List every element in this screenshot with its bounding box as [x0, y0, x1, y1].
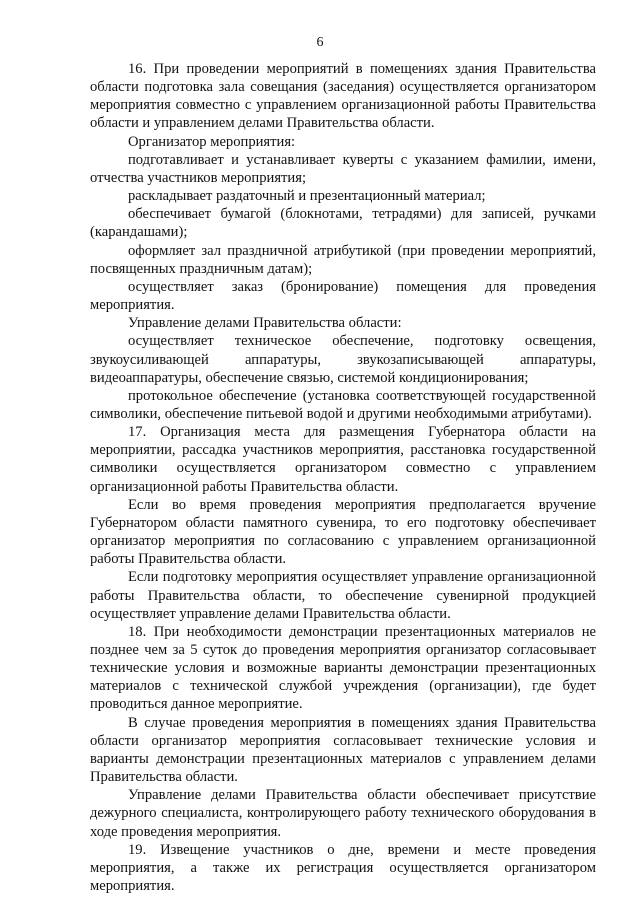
paragraph-18-duty-specialist: Управление делами Правительства области обеспечивает присутствие дежурного специалиста, контролирующего работу технического оборудования в ходе проведения мероприятия. [90, 787, 596, 840]
paragraph-admin-heading: Управление делами Правительства области: [128, 315, 402, 332]
paragraph-organizer-item-4: оформляет зал праздничной атрибутикой (при проведении мероприятий, посвященных праздничным датам); [90, 242, 596, 277]
paragraph-17: 17. Организация места для размещения Губернатора области на мероприятии, рассадка участников мероприятия, расстановка государственной символики осуществляется организатором совместно с управлением организационной работы Правительства области. [90, 424, 596, 495]
paragraph-organizer-heading: Организатор мероприятия: [128, 133, 296, 150]
paragraph-18-government-building: В случае проведения мероприятия в помещениях здания Правительства области организатор мероприятия согласовывает технические условия и варианты демонстрации презентационных материалов с управлением делами Правительства области. [90, 714, 596, 786]
paragraph-organizer-item-5: осуществляет заказ (бронирование) помещения для проведения мероприятия. [90, 278, 596, 314]
paragraph-organizer-item-2: раскладывает раздаточный и презентационный материал; [128, 188, 486, 205]
paragraph-organizer-item-1: подготавливает и устанавливает куверты с указанием фамилии, имени, отчества участников мероприятия; [90, 151, 596, 186]
paragraph-17-souvenir: Если во время проведения мероприятия предполагается вручение Губернатором области памятного сувенира, то его подготовку обеспечивает организатор мероприятия по согласованию с управлением организационной работы Правительства области. [90, 496, 596, 568]
paragraph-admin-item-2: протокольное обеспечение (установка соответствующей государственной символики, обеспечение питьевой водой и другими необходимыми атрибутами). [90, 387, 596, 422]
page-number: 6 [316, 35, 324, 50]
paragraph-admin-item-1: осуществляет техническое обеспечение, подготовку освещения, звукоусиливающей аппаратуры, звукозаписывающей аппаратуры, видеоаппаратуры, обеспечение связью, системой кондиционирования; [90, 333, 596, 386]
paragraph-16: 16. При проведении мероприятий в помещениях здания Правительства области подготовка зала совещания (заседания) осуществляется организатором мероприятия совместно с управлением организационной работы Правительства области и управлением делами Правительства области. [90, 61, 596, 132]
paragraph-17-souvenir-supply: Если подготовку мероприятия осуществляет управление организационной работы Правительства области, то обеспечение сувенирной продукцией осуществляет управление делами Правительства области. [90, 569, 596, 622]
paragraph-organizer-item-3: обеспечивает бумагой (блокнотами, тетрадями) для записей, ручками (карандашами); [90, 206, 596, 241]
paragraph-19: 19. Извещение участников о дне, времени и месте проведения мероприятия, а также их регистрация осуществляется организатором мероприятия. [90, 841, 596, 895]
paragraph-18: 18. При необходимости демонстрации презентационных материалов не позднее чем за 5 суток до проведения мероприятия организатор согласовывает технические условия и возможные варианты демонстрации презентационных материалов с технической службой учреждения (организации), где будет проводиться данное мероприятие. [90, 623, 596, 713]
document-body [90, 60, 596, 895]
